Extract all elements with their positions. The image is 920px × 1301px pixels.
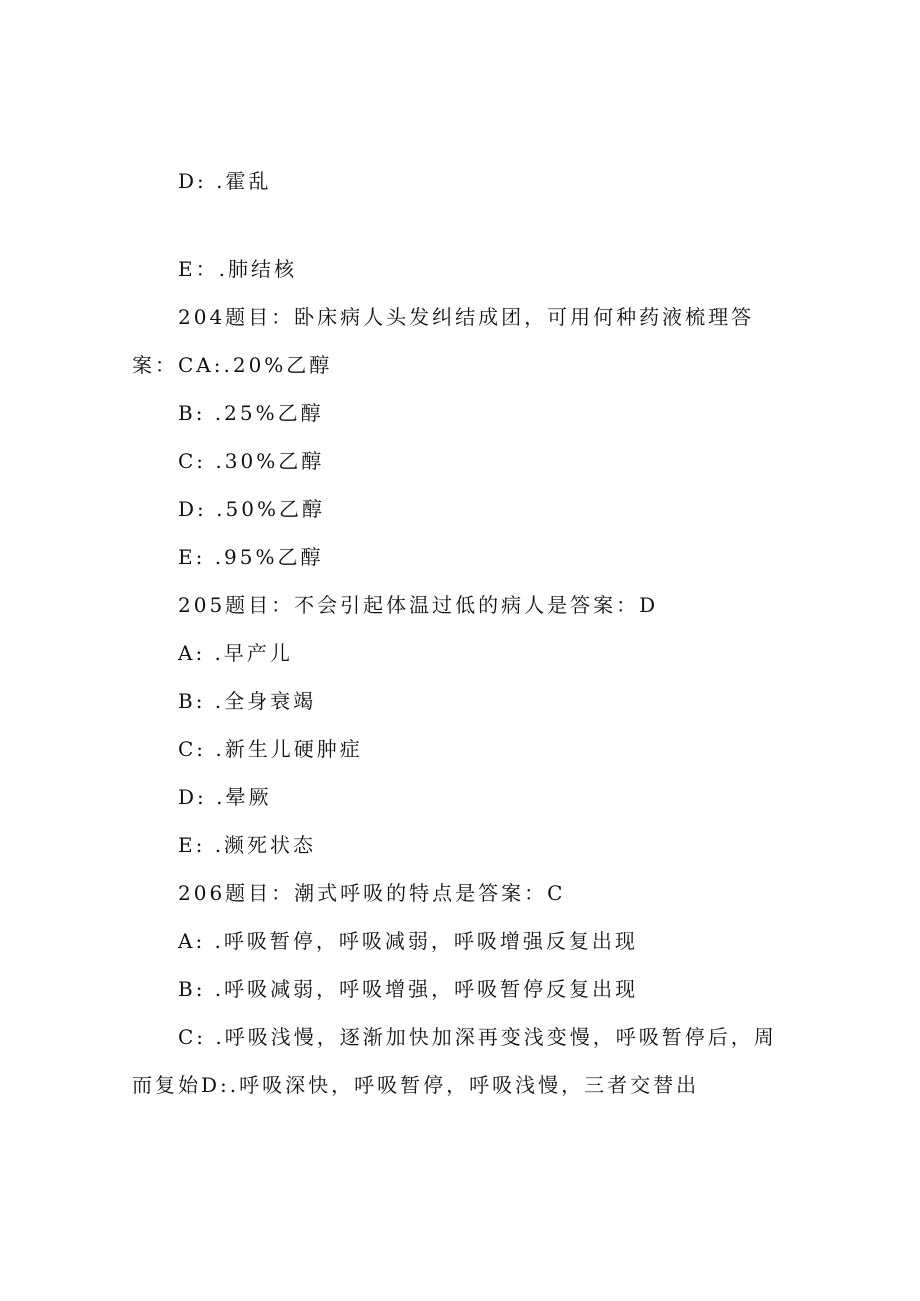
question-206-option-a: A: .呼吸暂停，呼吸减弱，呼吸增强反复出现	[178, 929, 638, 953]
question-205-text: 205题目：不会引起体温过低的病人是答案：D	[178, 593, 659, 617]
option-e-tuberculosis: E：.肺结核	[178, 257, 297, 281]
question-204-option-b: B: .25%乙醇	[178, 401, 324, 425]
question-206-option-c: C: .呼吸浅慢，逐渐加快加深再变浅变慢，呼吸暂停后，周	[178, 1025, 777, 1049]
question-205-option-a: A: .早产儿	[178, 641, 293, 665]
question-205-option-b: B: .全身衰竭	[178, 689, 317, 713]
question-206-text: 206题目：潮式呼吸的特点是答案：C	[178, 881, 566, 905]
question-204-option-e: E: .95%乙醇	[178, 545, 324, 569]
question-204-answer-option-a: 案：CA:.20%乙醇	[132, 353, 333, 377]
question-205-option-e: E: .濒死状态	[178, 833, 317, 857]
question-204-option-d: D: .50%乙醇	[178, 497, 325, 521]
question-205-option-c: C: .新生儿硬肿症	[178, 737, 363, 761]
option-d-cholera: D: .霍乱	[178, 169, 272, 193]
question-206-option-c-continuation-option-d: 而复始D:.呼吸深快，呼吸暂停，呼吸浅慢，三者交替出	[132, 1073, 700, 1097]
question-204-text: 204题目：卧床病人头发纠结成团，可用何种药液梳理答	[178, 305, 755, 329]
question-204-option-c: C: .30%乙醇	[178, 449, 325, 473]
question-205-option-d: D: .晕厥	[178, 785, 272, 809]
question-206-option-b: B: .呼吸减弱，呼吸增强，呼吸暂停反复出现	[178, 977, 639, 1001]
